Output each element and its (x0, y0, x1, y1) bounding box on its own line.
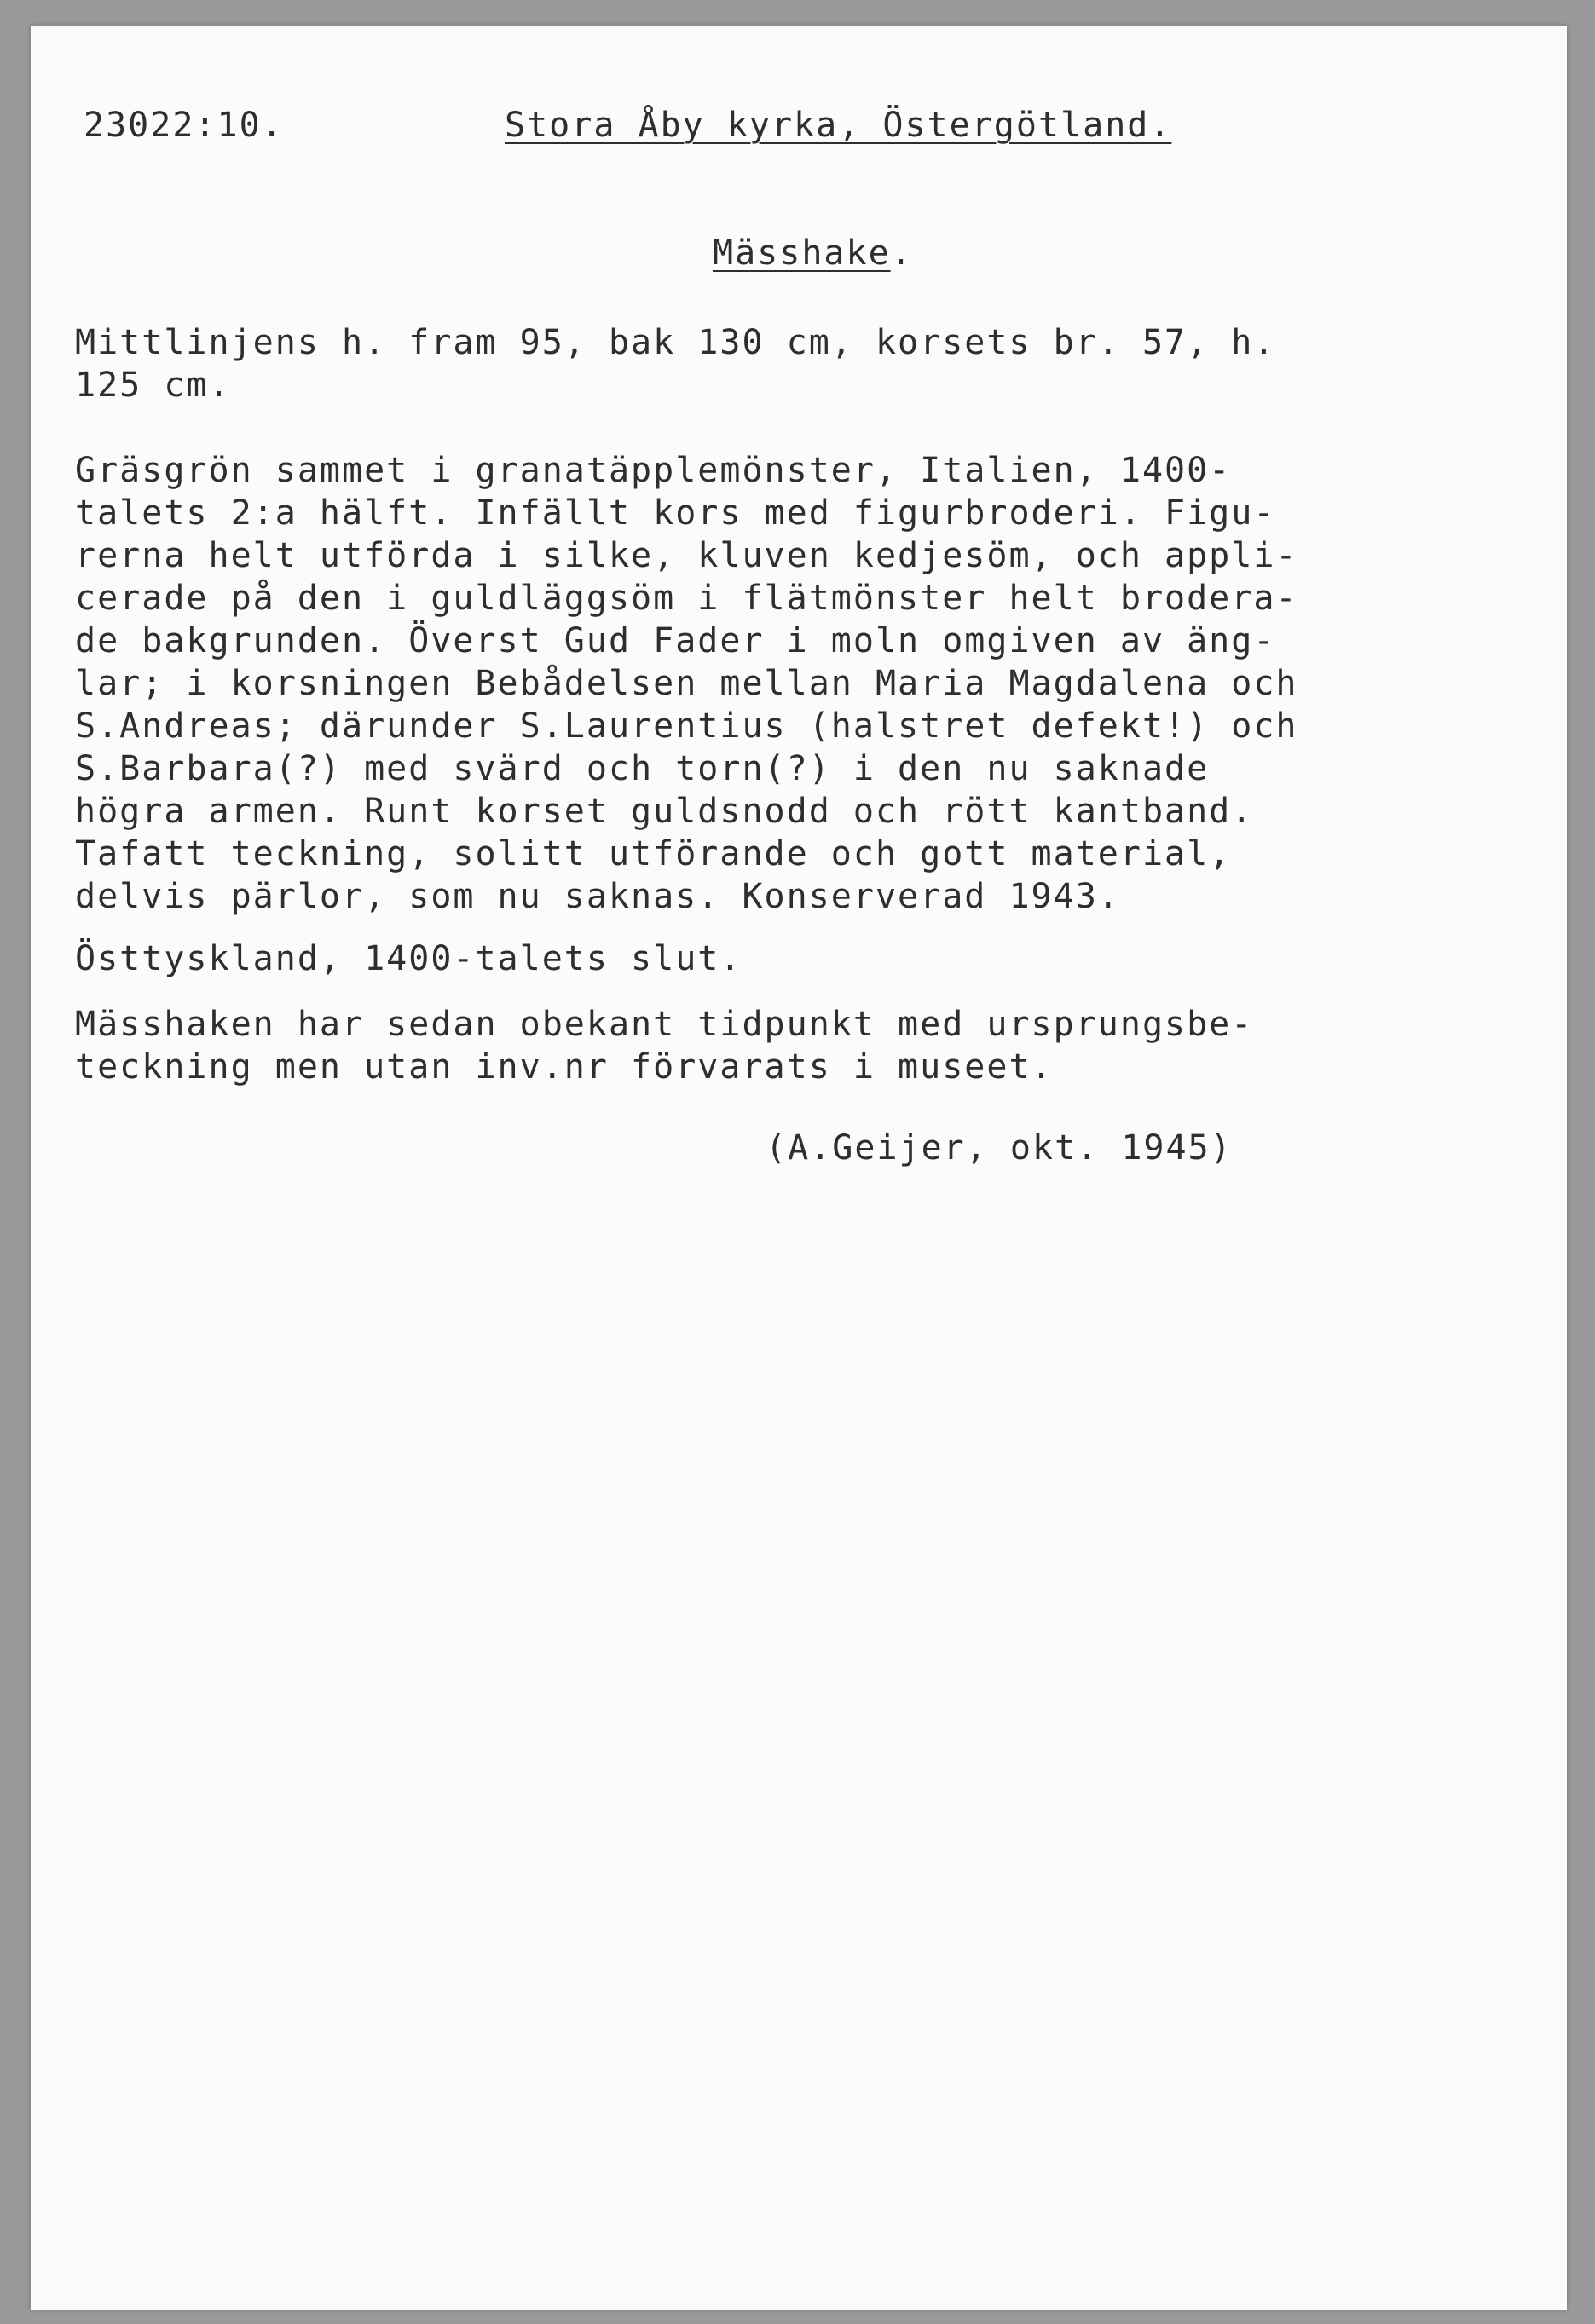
measurements-line: Mittlinjens h. fram 95, bak 130 cm, korsets br. 57, h. (75, 323, 1276, 362)
description-line: delvis pärlor, som nu saknas. Konserverad 1943. (75, 877, 1120, 916)
description-line: de bakgrunden. Överst Gud Fader i moln omgiven av äng- (75, 621, 1276, 660)
description-line: högra armen. Runt korset guldsnodd och rött kantband. (75, 792, 1254, 831)
description-line: S.Barbara(?) med svärd och torn(?) i den nu saknade (75, 749, 1210, 788)
object-title-period: . (890, 234, 913, 273)
origin-line: Östtyskland, 1400-talets slut. (75, 939, 743, 978)
note-line: Mässhaken har sedan obekant tidpunkt med ursprungsbe- (75, 1005, 1254, 1044)
measurements-line: 125 cm. (75, 366, 231, 405)
description-line: Tafatt teckning, solitt utförande och gott material, (75, 834, 1232, 874)
description-line: S.Andreas; därunder S.Laurentius (halstret defekt!) och (75, 706, 1298, 746)
object-title-text: Mässhake (713, 234, 891, 273)
catalog-card (31, 26, 1567, 2310)
description-line: lar; i korsningen Bebådelsen mellan Maria Magdalena och (75, 664, 1298, 703)
inventory-number: 23022:10. (84, 106, 284, 145)
description-line: Gräsgrön sammet i granatäpplemönster, Italien, 1400- (75, 451, 1232, 490)
signature: (A.Geijer, okt. 1945) (766, 1128, 1233, 1168)
note-line: teckning men utan inv.nr förvarats i museet. (75, 1047, 1054, 1087)
description-line: rerna helt utförda i silke, kluven kedjesöm, och appli- (75, 536, 1298, 575)
description-line: cerade på den i guldläggsöm i flätmönster helt brodera- (75, 579, 1298, 618)
object-title (713, 232, 913, 274)
description-line: talets 2:a hälft. Infällt kors med figurbroderi. Figu- (75, 493, 1276, 533)
location-heading: Stora Åby kyrka, Östergötland. (505, 106, 1172, 145)
